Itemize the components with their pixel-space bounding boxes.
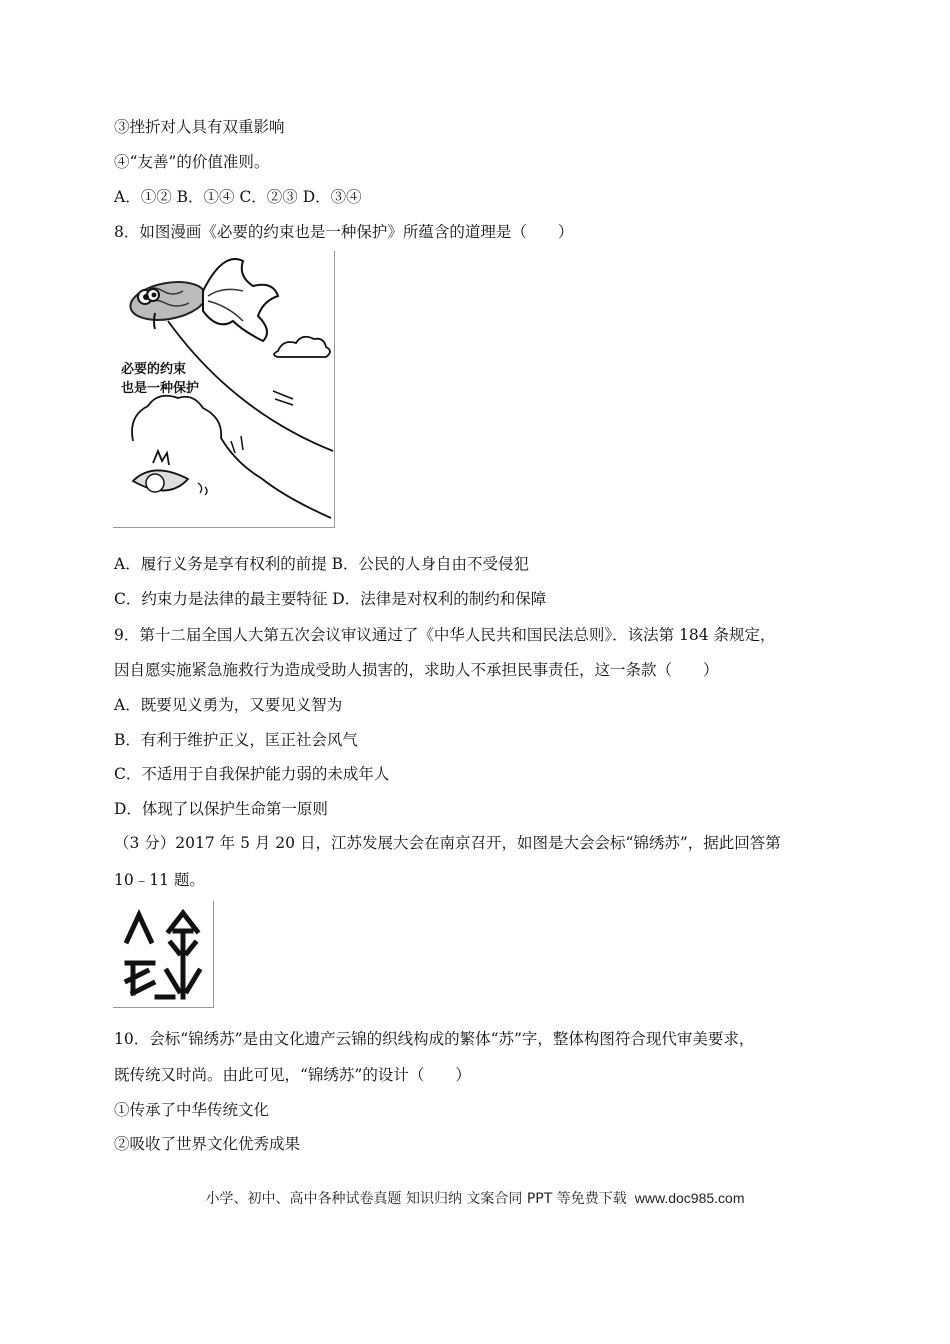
footer-link[interactable]: www.doc985.com (634, 1190, 745, 1206)
question-10-cont: 既传统又时尚。由此可见，“锦绣苏”的设计（ ） (114, 1066, 471, 1084)
logo-image (113, 901, 214, 1008)
question-10-item-2: ②吸收了世界文化优秀成果 (114, 1135, 301, 1153)
question-9-cont: 因自愿实施紧急施救行为造成受助人损害的，求助人不承担民事责任，这一条款（ ） (114, 661, 719, 679)
page-footer (0, 1188, 950, 1208)
question-9-option-b: B．有利于维护正义，匡正社会风气 (114, 731, 358, 749)
question-8: 8．如图漫画《必要的约束也是一种保护》所蕴含的道理是（ ） (114, 223, 574, 241)
question-9-option-a: A．既要见义勇为，又要见义智为 (114, 696, 343, 714)
question-line: ④“友善”的价值准则。 (114, 153, 270, 171)
cartoon-illustration (113, 251, 334, 527)
question-9-option-d: D．体现了以保护生命第一原则 (114, 800, 328, 818)
question-8-option-cd: C．约束力是法律的最主要特征 D．法律是对权利的制约和保障 (114, 590, 547, 608)
section-intro-cont: 10﹣11 题。 (114, 871, 205, 889)
cartoon-caption-1: 必要的约束 (121, 362, 187, 377)
question-8-option-ab: A．履行义务是享有权利的前提 B．公民的人身自由不受侵犯 (114, 555, 530, 573)
question-9-option-c: C．不适用于自我保护能力弱的未成年人 (114, 765, 390, 783)
question-9: 9．第十二届全国人大第五次会议审议通过了《中华人民共和国民法总则》．该法第 184 条规定， (114, 626, 776, 644)
question-line: ③挫折对人具有双重影响 (114, 118, 285, 136)
answer-options: A．①② B．①④ C．②③ D．③④ (114, 188, 362, 206)
question-10-item-1: ①传承了中华传统文化 (114, 1101, 270, 1119)
section-intro: （3 分）2017 年 5 月 20 日，江苏发展大会在南京召开，如图是大会会标“锦绣苏”，据此回答第 (114, 834, 781, 852)
jinxiusu-logo (113, 901, 213, 1007)
footer-text: 小学、初中、高中各种试卷真题 知识归纳 文案合同 PPT 等免费下载 (205, 1191, 627, 1207)
cartoon-caption-2: 也是一种保护 (121, 381, 200, 396)
cartoon-image (113, 251, 335, 528)
question-10: 10．会标“锦绣苏”是由文化遗产云锦的织线构成的繁体“苏”字，整体构图符合现代审美要求， (114, 1030, 755, 1048)
